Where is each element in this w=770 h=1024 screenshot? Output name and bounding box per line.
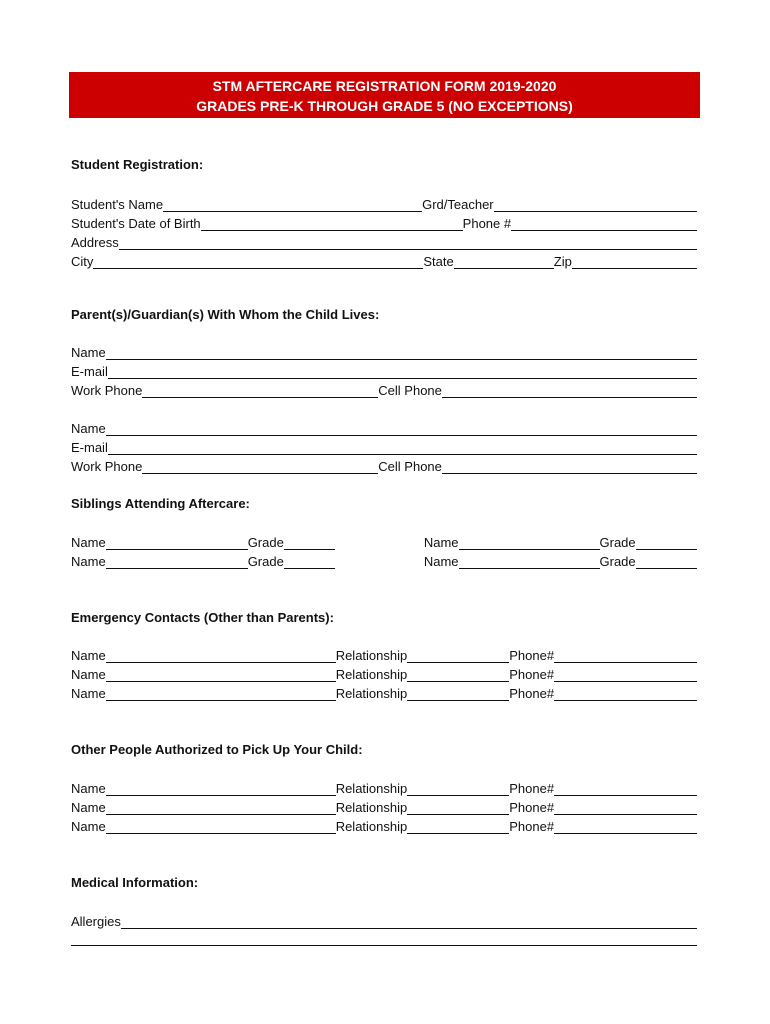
pickup-phone-label: Phone# <box>509 819 555 834</box>
parent2-name-row <box>71 420 697 436</box>
student-phone-label: Phone # <box>462 216 512 231</box>
pickup1-relationship-field[interactable] <box>407 783 509 796</box>
sibling-name-label: Name <box>71 554 106 569</box>
allergies-continuation-line[interactable] <box>71 945 697 946</box>
state-label: State <box>423 254 454 269</box>
pickup3-name-field[interactable] <box>106 821 336 834</box>
pickup2-name-field[interactable] <box>106 802 336 815</box>
siblings-heading: Siblings Attending Aftercare: <box>71 496 250 511</box>
pickup-name-label: Name <box>71 781 106 796</box>
sibling-name-label: Name <box>423 535 459 550</box>
sibling-grade-label: Grade <box>599 535 636 550</box>
medical-heading: Medical Information: <box>71 875 199 890</box>
emergency-relationship-label: Relationship <box>335 686 408 701</box>
pickup2-relationship-field[interactable] <box>407 802 509 815</box>
emergency1-relationship-field[interactable] <box>407 650 509 663</box>
sibling2-name-field[interactable] <box>459 537 600 550</box>
sibling-grade-label: Grade <box>247 554 284 569</box>
pickup-relationship-label: Relationship <box>335 800 408 815</box>
emergency-heading: Emergency Contacts (Other than Parents): <box>71 610 334 625</box>
emergency-name-label: Name <box>71 667 106 682</box>
emergency-relationship-label: Relationship <box>335 667 408 682</box>
cell-phone-label: Cell Phone <box>378 383 442 398</box>
pickup1-phone-field[interactable] <box>554 783 697 796</box>
student-name-row <box>71 196 697 212</box>
emergency-phone-label: Phone# <box>509 667 555 682</box>
pickup-heading: Other People Authorized to Pick Up Your Child: <box>71 742 363 757</box>
sibling2-grade-field[interactable] <box>636 537 697 550</box>
pickup-relationship-label: Relationship <box>335 819 408 834</box>
emergency1-name-field[interactable] <box>106 650 336 663</box>
form-title-banner <box>69 72 700 118</box>
student-dob-row <box>71 215 697 231</box>
student-name-label: Student's Name <box>71 197 164 212</box>
parent2-cell-phone-field[interactable] <box>442 461 697 474</box>
cell-phone-label: Cell Phone <box>378 459 442 474</box>
emergency-row-2 <box>71 666 697 682</box>
work-phone-label: Work Phone <box>71 459 143 474</box>
sibling-grade-label: Grade <box>247 535 284 550</box>
state-field[interactable] <box>454 256 554 269</box>
parent2-work-phone-field[interactable] <box>142 461 378 474</box>
parent1-email-row <box>71 363 697 379</box>
parent-name-label: Name <box>71 421 106 436</box>
sibling-grade-label: Grade <box>599 554 636 569</box>
emergency-name-label: Name <box>71 686 106 701</box>
parent-email-label: E-mail <box>71 440 108 455</box>
form-title-line1: STM AFTERCARE REGISTRATION FORM 2019-2020 <box>212 78 557 94</box>
allergies-row <box>71 913 697 929</box>
pickup-row-3 <box>71 818 697 834</box>
address-label: Address <box>71 235 119 250</box>
pickup-relationship-label: Relationship <box>335 781 408 796</box>
sibling1-name-field[interactable] <box>106 537 248 550</box>
emergency-phone-label: Phone# <box>509 648 555 663</box>
sibling4-grade-field[interactable] <box>636 556 697 569</box>
parent1-work-phone-field[interactable] <box>142 385 378 398</box>
emergency3-relationship-field[interactable] <box>407 688 509 701</box>
dob-field[interactable] <box>201 218 463 231</box>
city-label: City <box>71 254 94 269</box>
grd-teacher-label: Grd/Teacher <box>422 197 494 212</box>
parent1-cell-phone-field[interactable] <box>442 385 697 398</box>
emergency2-name-field[interactable] <box>106 669 336 682</box>
pickup-name-label: Name <box>71 800 106 815</box>
emergency2-relationship-field[interactable] <box>407 669 509 682</box>
parent-name-label: Name <box>71 345 106 360</box>
zip-field[interactable] <box>572 256 697 269</box>
pickup3-phone-field[interactable] <box>554 821 697 834</box>
form-title-line2: GRADES PRE-K THROUGH GRADE 5 (NO EXCEPTIONS) <box>196 98 573 114</box>
pickup-phone-label: Phone# <box>509 781 555 796</box>
parent2-email-row <box>71 439 697 455</box>
city-field[interactable] <box>93 256 423 269</box>
allergies-field[interactable] <box>121 916 697 929</box>
work-phone-label: Work Phone <box>71 383 143 398</box>
pickup2-phone-field[interactable] <box>554 802 697 815</box>
city-row <box>71 253 697 269</box>
sibling-name-label: Name <box>71 535 106 550</box>
parent2-name-field[interactable] <box>106 423 697 436</box>
emergency-row-1 <box>71 647 697 663</box>
sibling1-grade-field[interactable] <box>284 537 335 550</box>
pickup-row-2 <box>71 799 697 815</box>
student-phone-field[interactable] <box>511 218 697 231</box>
parent2-email-field[interactable] <box>108 442 697 455</box>
emergency1-phone-field[interactable] <box>554 650 697 663</box>
parent1-name-field[interactable] <box>106 347 697 360</box>
parent1-email-field[interactable] <box>108 366 697 379</box>
grd-teacher-field[interactable] <box>494 199 697 212</box>
pickup-name-label: Name <box>71 819 106 834</box>
parent-email-label: E-mail <box>71 364 108 379</box>
sibling3-grade-field[interactable] <box>284 556 335 569</box>
parent1-name-row <box>71 344 697 360</box>
sibling4-name-field[interactable] <box>459 556 600 569</box>
dob-label: Student's Date of Birth <box>71 216 201 231</box>
allergies-label: Allergies <box>71 914 121 929</box>
emergency3-phone-field[interactable] <box>554 688 697 701</box>
student-name-field[interactable] <box>163 199 422 212</box>
parent2-phone-row <box>71 458 697 474</box>
emergency2-phone-field[interactable] <box>554 669 697 682</box>
parents-heading: Parent(s)/Guardian(s) With Whom the Child Lives: <box>71 307 380 322</box>
sibling-row-2 <box>71 553 697 569</box>
emergency3-name-field[interactable] <box>106 688 336 701</box>
zip-label: Zip <box>553 254 572 269</box>
emergency-row-3 <box>71 685 697 701</box>
sibling3-name-field[interactable] <box>106 556 248 569</box>
emergency-relationship-label: Relationship <box>335 648 408 663</box>
sibling-row-1 <box>71 534 697 550</box>
pickup-phone-label: Phone# <box>509 800 555 815</box>
address-row <box>71 234 697 250</box>
pickup1-name-field[interactable] <box>106 783 336 796</box>
pickup-row-1 <box>71 780 697 796</box>
emergency-phone-label: Phone# <box>509 686 555 701</box>
sibling-name-label: Name <box>423 554 459 569</box>
emergency-name-label: Name <box>71 648 106 663</box>
student-registration-heading: Student Registration: <box>71 157 204 172</box>
parent1-phone-row <box>71 382 697 398</box>
address-field[interactable] <box>119 237 697 250</box>
pickup3-relationship-field[interactable] <box>407 821 509 834</box>
